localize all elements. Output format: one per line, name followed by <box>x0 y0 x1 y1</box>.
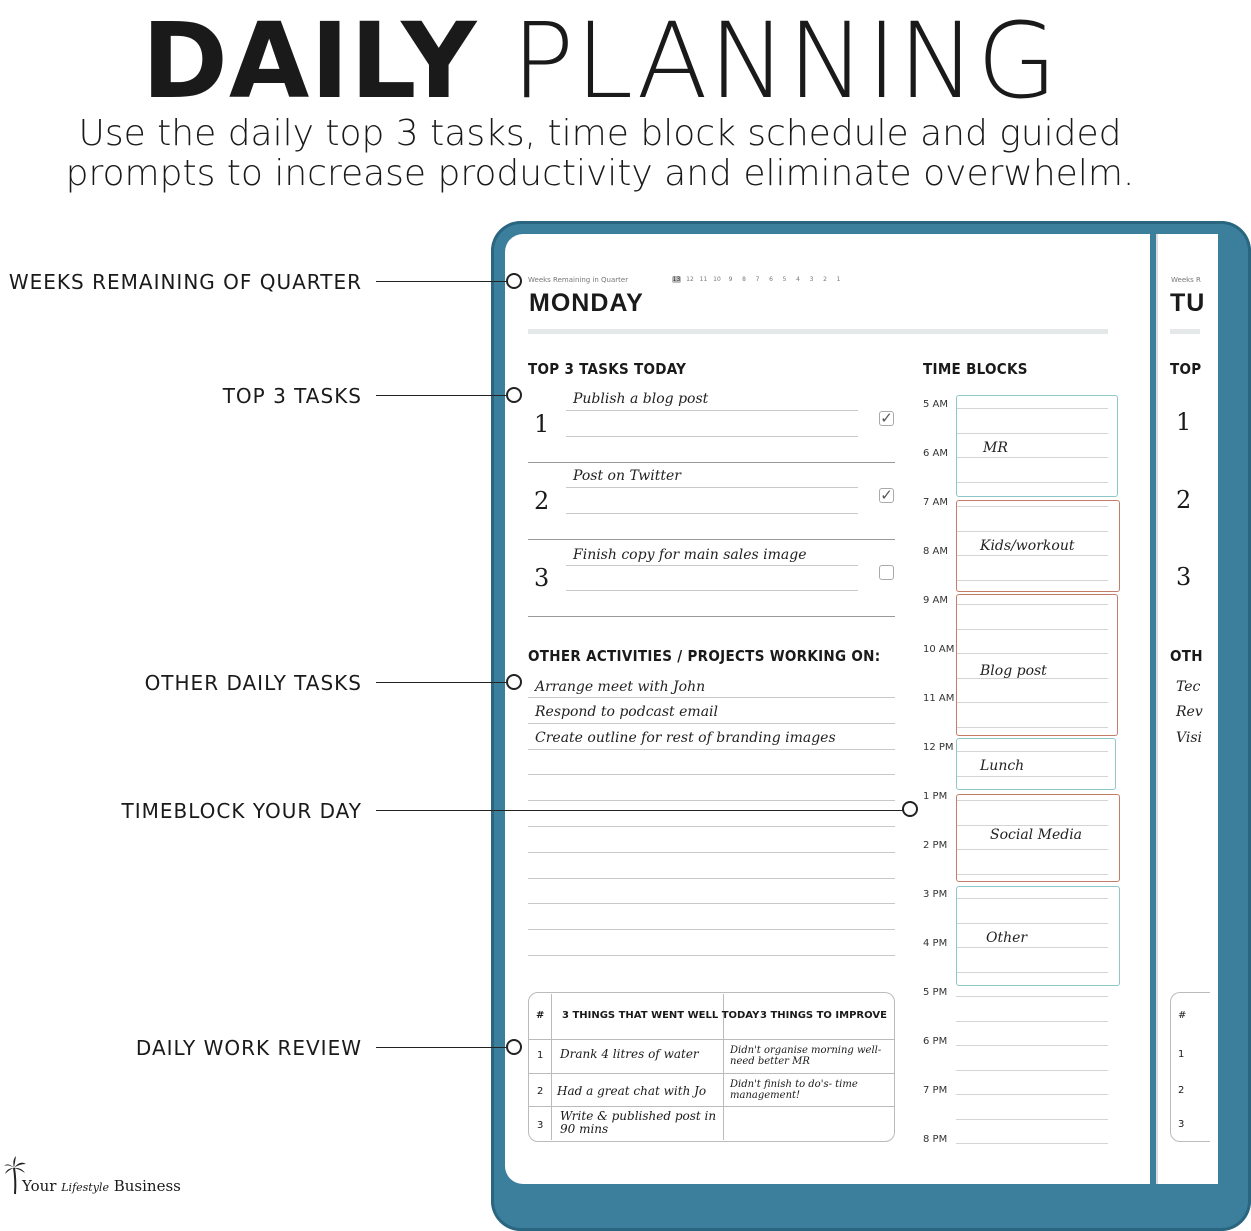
review-improve-1: Didn't organise morning well- need better MR <box>730 1045 882 1067</box>
time-label: 10 AM <box>923 644 955 655</box>
next-review-table <box>1170 992 1210 1142</box>
task-number-3: 3 <box>534 564 550 592</box>
review-col-divider <box>551 994 552 1140</box>
next-day-underline <box>1170 329 1200 334</box>
next-other-item-2: Rev <box>1176 704 1203 720</box>
week-number: 4 <box>796 276 800 283</box>
task-number-2: 2 <box>534 487 550 515</box>
review-num-3: 3 <box>537 1120 544 1131</box>
review-improve-2: Didn't finish to do's- time management! <box>730 1079 858 1101</box>
activity-line <box>528 826 895 827</box>
week-number: 2 <box>823 276 827 283</box>
task-line <box>566 487 858 488</box>
time-label: 7 AM <box>923 497 949 508</box>
activity-line <box>528 903 895 904</box>
week-number: 1 <box>836 276 841 283</box>
task-number-1: 1 <box>534 410 550 438</box>
review-row-divider <box>529 1073 894 1074</box>
week-number: 13 <box>672 276 681 283</box>
review-well-2: Had a great chat with Jo <box>557 1084 707 1098</box>
next-task-number-1: 1 <box>1176 408 1192 436</box>
callout-timeblock-day: TIMEBLOCK YOUR DAY <box>121 799 362 823</box>
time-block-6[interactable] <box>956 886 1120 986</box>
week-number: 10 <box>713 276 721 283</box>
time-label: 6 AM <box>923 448 949 459</box>
callout-leader <box>376 682 506 683</box>
time-line <box>956 1143 1108 1144</box>
next-review-num-2: 2 <box>1178 1085 1185 1096</box>
callout-daily-work-review: DAILY WORK REVIEW <box>135 1036 362 1060</box>
time-label: 3 PM <box>923 889 948 900</box>
weeks-remaining-label: Weeks Remaining in Quarter <box>528 276 629 284</box>
callout-top3-tasks: TOP 3 TASKS <box>222 384 362 408</box>
next-day-title: TU <box>1170 289 1206 317</box>
next-task-number-3: 3 <box>1176 563 1192 591</box>
top3-heading: TOP 3 TASKS TODAY <box>528 360 687 378</box>
next-weeks-label: Weeks R <box>1171 276 1201 284</box>
callout-marker <box>506 674 522 690</box>
next-other-item-1: Tec <box>1176 679 1201 695</box>
week-number: 8 <box>742 276 746 283</box>
time-label: 5 AM <box>923 399 949 410</box>
week-number: 6 <box>769 276 773 283</box>
next-review-num-3: 3 <box>1178 1119 1185 1130</box>
time-line <box>956 1021 1108 1022</box>
next-other-item-3: Visi <box>1176 730 1203 746</box>
task-checkbox-1[interactable]: ✓ <box>880 409 893 427</box>
activity-line <box>528 800 895 801</box>
next-other-heading: OTH <box>1170 647 1203 665</box>
review-row-divider <box>529 1106 894 1107</box>
task-line <box>566 436 858 437</box>
task-line <box>566 410 858 411</box>
review-num-2: 2 <box>537 1086 544 1097</box>
activity-line <box>528 929 895 930</box>
title-light: PLANNING <box>511 0 1059 122</box>
subtitle-line-2: prompts to increase productivity and eliminate overwhelm. <box>65 153 1135 194</box>
other-item-3: Create outline for rest of branding images <box>535 730 836 746</box>
review-well-1: Drank 4 litres of water <box>560 1047 699 1061</box>
title-bold: DAILY <box>141 0 478 122</box>
time-label: 9 AM <box>923 595 949 606</box>
week-number: 11 <box>699 276 708 283</box>
task-text-2: Post on Twitter <box>573 468 681 484</box>
task-line <box>566 590 858 591</box>
task-text-1: Publish a blog post <box>573 391 709 407</box>
next-top3-heading: TOP <box>1170 360 1202 378</box>
task-divider <box>528 539 895 540</box>
callout-weeks-remaining: WEEKS REMAINING OF QUARTER <box>8 270 362 294</box>
time-label: 12 PM <box>923 742 954 753</box>
activity-line <box>528 955 895 956</box>
other-item-1: Arrange meet with John <box>535 679 706 695</box>
review-well-3: Write & published post in 90 mins <box>560 1109 717 1136</box>
time-line <box>956 1094 1108 1095</box>
next-review-num-1: 1 <box>1178 1049 1185 1060</box>
review-row-divider <box>529 1039 894 1040</box>
time-label: 11 AM <box>923 693 955 704</box>
time-label: 8 PM <box>923 1134 948 1145</box>
task-line <box>566 565 858 566</box>
other-item-2: Respond to podcast email <box>535 704 718 720</box>
brand-logo: Your Lifestyle Business <box>22 1177 181 1195</box>
time-label: 6 PM <box>923 1036 948 1047</box>
activity-line <box>528 697 895 698</box>
week-number: 7 <box>755 276 760 283</box>
week-number: 9 <box>728 276 733 283</box>
task-line <box>566 513 858 514</box>
time-block-label-5: Social Media <box>990 827 1083 843</box>
callout-leader <box>376 281 506 282</box>
time-label: 8 AM <box>923 546 949 557</box>
week-number: 12 <box>686 276 694 283</box>
other-activities-heading: OTHER ACTIVITIES / PROJECTS WORKING ON: <box>528 647 881 665</box>
callout-marker <box>506 1039 522 1055</box>
review-col-well: 3 THINGS THAT WENT WELL TODAY <box>562 1010 760 1021</box>
time-label: 1 PM <box>923 791 948 802</box>
activity-line <box>528 723 895 724</box>
time-blocks-heading: TIME BLOCKS <box>923 360 1028 378</box>
callout-leader <box>376 1047 506 1048</box>
time-block-label-1: MR <box>983 440 1008 456</box>
main-title <box>0 0 1200 122</box>
callout-marker <box>902 801 918 817</box>
week-number: 5 <box>782 276 787 283</box>
time-line <box>956 1070 1108 1071</box>
time-label: 4 PM <box>923 938 948 949</box>
day-title: MONDAY <box>529 289 644 317</box>
weeks-remaining-strip <box>672 276 852 286</box>
subtitle-line-1: Use the daily top 3 tasks, time block schedule and guided <box>78 113 1122 154</box>
next-review-col-num: # <box>1178 1010 1187 1021</box>
day-title-underline <box>528 329 1108 334</box>
review-num-1: 1 <box>537 1050 544 1061</box>
task-divider <box>528 616 895 617</box>
task-divider <box>528 462 895 463</box>
activity-line <box>528 852 895 853</box>
week-number: 3 <box>809 276 814 283</box>
callout-other-daily-tasks: OTHER DAILY TASKS <box>144 671 362 695</box>
activity-line <box>528 774 895 775</box>
time-line <box>956 1119 1108 1120</box>
time-block-label-3: Blog post <box>980 663 1047 679</box>
task-checkbox-3[interactable] <box>879 565 894 580</box>
time-line <box>956 996 1108 997</box>
time-block-1[interactable] <box>956 395 1118 497</box>
callout-marker <box>506 387 522 403</box>
time-label: 5 PM <box>923 987 948 998</box>
task-text-3: Finish copy for main sales image <box>573 547 807 563</box>
activity-line <box>528 878 895 879</box>
time-line <box>956 1045 1108 1046</box>
review-col-improve: 3 THINGS TO IMPROVE <box>760 1010 887 1021</box>
callout-marker <box>506 273 522 289</box>
time-label: 2 PM <box>923 840 948 851</box>
callout-leader <box>376 810 903 811</box>
task-checkbox-2[interactable]: ✓ <box>880 486 893 504</box>
time-block-label-6: Other <box>986 930 1028 946</box>
time-block-label-2: Kids/workout <box>980 538 1075 554</box>
callout-leader <box>376 395 506 396</box>
review-col-num: # <box>536 1010 545 1021</box>
activity-line <box>528 749 895 750</box>
time-block-label-4: Lunch <box>980 758 1025 774</box>
time-label: 7 PM <box>923 1085 948 1096</box>
next-task-number-2: 2 <box>1176 486 1192 514</box>
